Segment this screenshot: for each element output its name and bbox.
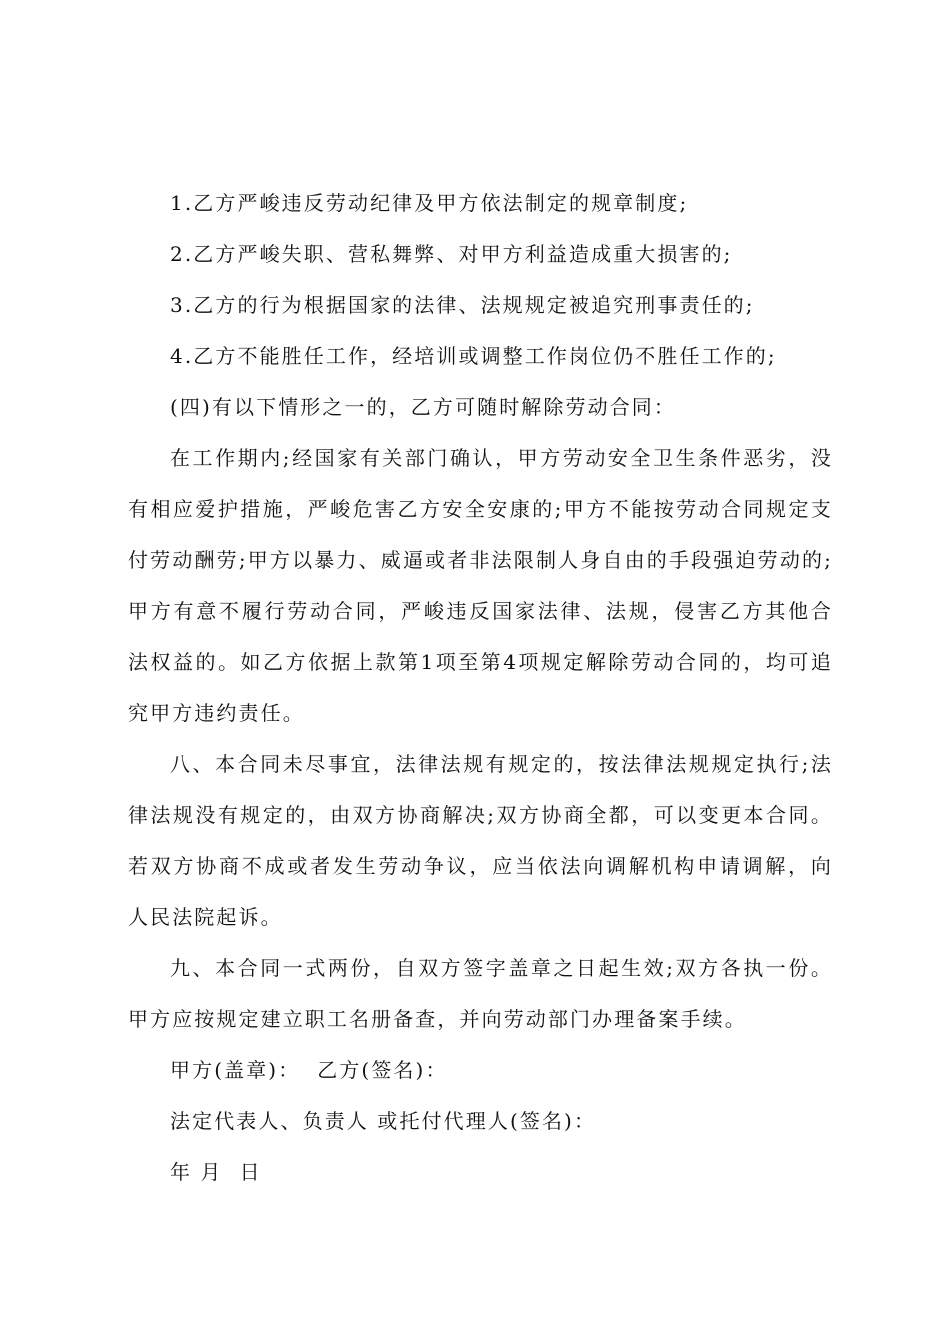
party-b-signature: 乙方(签名)： xyxy=(317,1058,448,1082)
article-eight: 八、本合同未尽事宜，法律法规有规定的，按法律法规规定执行;法律法规没有规定的，由双方协商解决;双方协商全都，可以变更本合同。若双方协商不成或者发生劳动争议，应当依法向调解机构申请调解，向人民法院起诉。 xyxy=(128,752,833,929)
signature-representative: 法定代表人、负责人 或托付代理人(签名)： xyxy=(170,1109,597,1133)
clause-section-four: (四)有以下情形之一的，乙方可随时解除劳动合同： xyxy=(170,395,677,419)
clause-item-2: 2.乙方严峻失职、营私舞弊、对甲方利益造成重大损害的; xyxy=(170,242,733,266)
clause-item-4: 4.乙方不能胜任工作，经培训或调整工作岗位仍不胜任工作的; xyxy=(170,344,777,368)
signature-parties xyxy=(128,1045,833,1096)
clause-employee-termination: 在工作期内;经国家有关部门确认，甲方劳动安全卫生条件恶劣，没有相应爱护措施，严峻危害乙方安全安康的;甲方不能按劳动合同规定支付劳动酬劳;甲方以暴力、威逼或者非法限制人身自由的手段强迫劳动的;甲方有意不履行劳动合同，严峻违反国家法律、法规，侵害乙方其他合法权益的。如乙方依据上款第1项至第4项规定解除劳动合同的，均可追究甲方违约责任。 xyxy=(128,446,833,725)
article-nine: 九、本合同一式两份，自双方签字盖章之日起生效;双方各执一份。甲方应按规定建立职工名册备查，并向劳动部门办理备案手续。 xyxy=(128,956,833,1031)
party-a-seal: 甲方(盖章)： xyxy=(170,1058,301,1082)
clause-item-3: 3.乙方的行为根据国家的法律、法规规定被追究刑事责任的; xyxy=(170,293,755,317)
document-body xyxy=(128,178,833,1198)
clause-item-1: 1.乙方严峻违反劳动纪律及甲方依法制定的规章制度; xyxy=(170,191,689,215)
signature-date: 年 月 日 xyxy=(170,1160,262,1184)
